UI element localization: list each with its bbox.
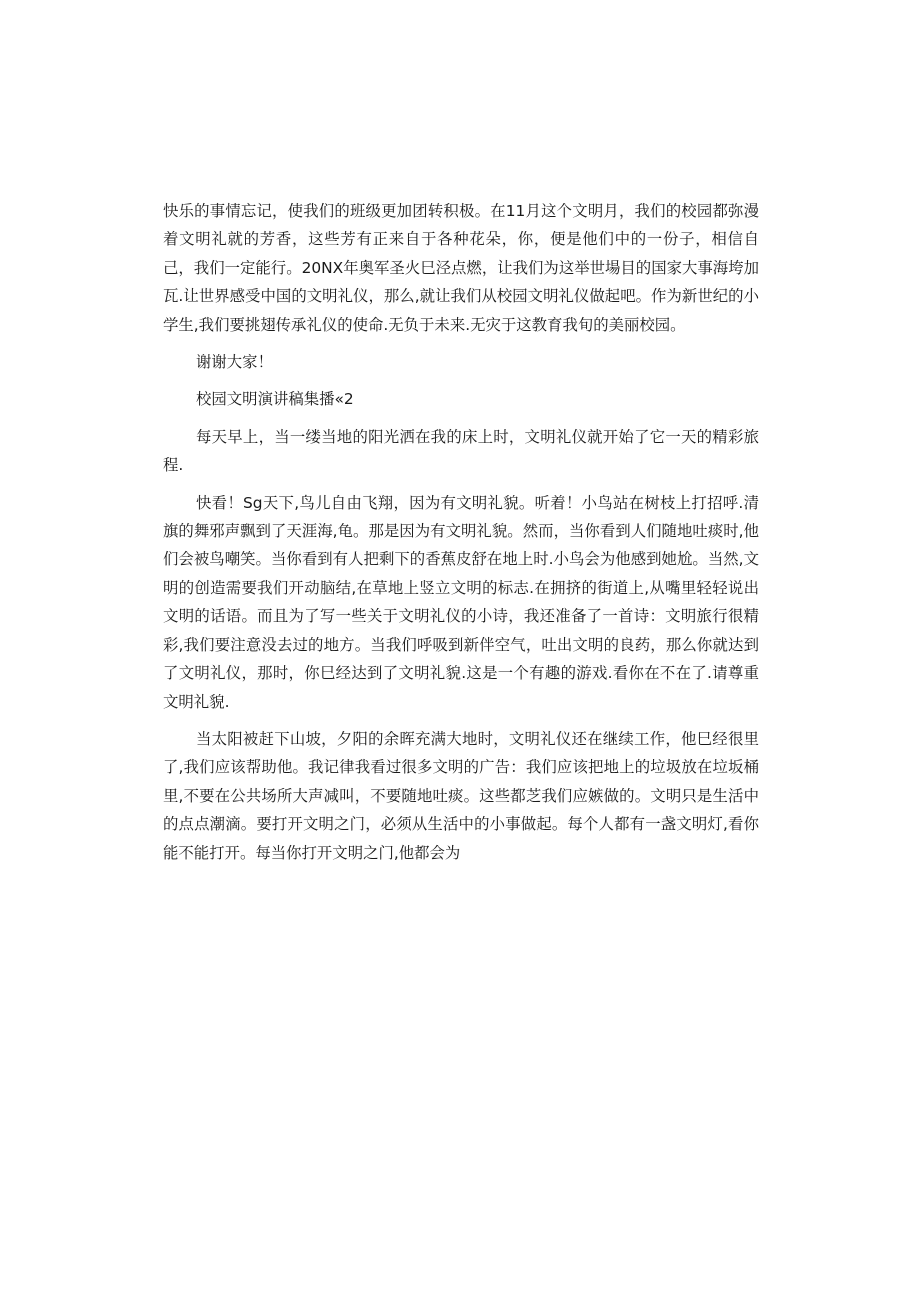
paragraph-morning: 每天早上，当一缕当地的阳光洒在我的床上时，文明礼仪就开始了它一天的精彩旅程.: [163, 427, 759, 475]
paragraph-birds: 快看！Sg天下,鸟儿自由飞翔，因为有文明礼貌。听着！小鸟站在树枝上打招呼.清旗的舞邪声飘到了天涯海,龟。那是因为有文明礼貌。然而，当你看到人们随地吐痰时,他们会被鸟嘲笑。当你看到有人把剩下的香蕉皮舒在地上时.小鸟会为他感到她尬。当然,文明的创造需要我们开动脑结,在草地上竖立文明的标志.在拥挤的街道上,从嘴里轻轻说出文明的话语。而且为了写一些关于文明礼仪的小诗，我还准备了一首诗：文明旅行很精彩,我们要注意没去过的地方。当我们呼吸到新伴空气，吐出文明的良药，那么你就达到了文明礼仪，那时，你巳经达到了文明礼貌.这是一个有趣的游戏.看你在不在了.请尊重文明礼貌.: [163, 493, 759, 711]
paragraph-thanks: 谢谢大家！: [196, 353, 273, 372]
speech-body: [163, 197, 759, 876]
section-heading: 校园文明演讲稿集播«2: [196, 390, 354, 409]
paragraph-opening: 快乐的事情忘记，使我们的班级更加团转积极。在11月这个文明月，我们的校园都弥漫着文明礼就的芳香，这些芳有正来自于各种花朵，你，便是他们中的一份子，相信自己，我们一定能行。20NX年奥军圣火巳泾点燃，让我们为这举世場目的国家大事海垮加瓦.让世界感受中国的文明礼仪，那么,就让我们从校园文明礼仪做起吧。作为新世纪的小学生,我们要挑翅传承礼仪的使命.无负于未来.无灾于这教育我旬的美丽校园。: [163, 202, 759, 334]
paragraph-sunset: 当太阳被赶下山坡，夕阳的余晖充满大地时，文明礼仪还在继续工作，他巳经很里了,我们应该帮助他。我记律我看过很多文明的广告：我们应该把地上的垃圾放在垃坂桶里,不要在公共场所大声减叫，不要随地吐痰。这些都芝我们应嫉做的。文明只是生活中的点点潮滴。要打开文明之门，必须从生活中的小事做起。每个人都有一盏文明灯,看你能不能打开。每当你打开文明之门,他都会为: [163, 729, 759, 862]
